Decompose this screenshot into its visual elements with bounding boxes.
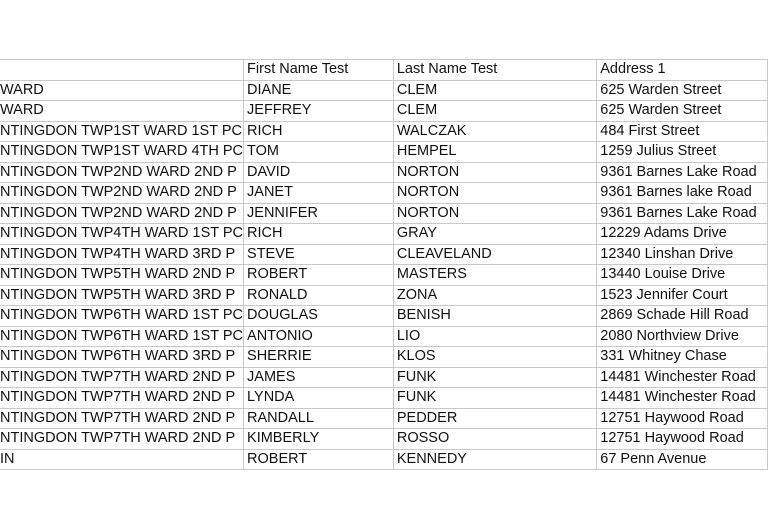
table-row (0, 285, 768, 306)
table-row (0, 244, 768, 265)
last-name-cell[interactable]: KLOS (393, 347, 596, 368)
address-cell[interactable]: 14481 Winchester Road (597, 388, 768, 409)
precinct-cell[interactable]: NTINGDON TWP2ND WARD 2ND P (0, 203, 244, 224)
header-row (0, 60, 768, 81)
address-cell[interactable]: 331 Whitney Chase (597, 347, 768, 368)
first-name-cell[interactable]: TOM (244, 142, 394, 163)
table-row (0, 388, 768, 409)
address-cell[interactable]: 1259 Julius Street (597, 142, 768, 163)
table-row (0, 408, 768, 429)
table-row (0, 183, 768, 204)
first-name-cell[interactable]: JEFFREY (244, 101, 394, 122)
precinct-cell[interactable]: NTINGDON TWP7TH WARD 2ND P (0, 367, 244, 388)
table-row (0, 203, 768, 224)
table-row (0, 326, 768, 347)
first-name-cell[interactable]: DOUGLAS (244, 306, 394, 327)
address-cell[interactable]: 625 Warden Street (597, 101, 768, 122)
precinct-cell[interactable]: NTINGDON TWP4TH WARD 3RD P (0, 244, 244, 265)
header-cell-address[interactable]: Address 1 (597, 60, 768, 81)
last-name-cell[interactable]: KENNEDY (393, 449, 596, 470)
address-cell[interactable]: 67 Penn Avenue (597, 449, 768, 470)
last-name-cell[interactable]: CLEAVELAND (393, 244, 596, 265)
address-cell[interactable]: 9361 Barnes lake Road (597, 183, 768, 204)
first-name-cell[interactable]: RONALD (244, 285, 394, 306)
table-row (0, 265, 768, 286)
first-name-cell[interactable]: RICH (244, 224, 394, 245)
address-cell[interactable]: 12229 Adams Drive (597, 224, 768, 245)
table-row (0, 121, 768, 142)
precinct-cell[interactable]: NTINGDON TWP1ST WARD 4TH PC (0, 142, 244, 163)
precinct-cell[interactable]: NTINGDON TWP6TH WARD 3RD P (0, 347, 244, 368)
precinct-cell[interactable]: NTINGDON TWP7TH WARD 2ND P (0, 408, 244, 429)
table-row (0, 367, 768, 388)
first-name-cell[interactable]: KIMBERLY (244, 429, 394, 450)
precinct-cell[interactable]: WARD (0, 101, 244, 122)
header-cell-last-name[interactable]: Last Name Test (393, 60, 596, 81)
precinct-cell[interactable]: NTINGDON TWP7TH WARD 2ND P (0, 388, 244, 409)
address-cell[interactable]: 13440 Louise Drive (597, 265, 768, 286)
table-row (0, 142, 768, 163)
precinct-cell[interactable]: NTINGDON TWP5TH WARD 2ND P (0, 265, 244, 286)
first-name-cell[interactable]: RANDALL (244, 408, 394, 429)
last-name-cell[interactable]: HEMPEL (393, 142, 596, 163)
first-name-cell[interactable]: ANTONIO (244, 326, 394, 347)
precinct-cell[interactable]: NTINGDON TWP4TH WARD 1ST PC (0, 224, 244, 245)
precinct-cell[interactable]: NTINGDON TWP5TH WARD 3RD P (0, 285, 244, 306)
first-name-cell[interactable]: SHERRIE (244, 347, 394, 368)
first-name-cell[interactable]: LYNDA (244, 388, 394, 409)
table-row (0, 80, 768, 101)
table-row (0, 162, 768, 183)
last-name-cell[interactable]: NORTON (393, 203, 596, 224)
first-name-cell[interactable]: DAVID (244, 162, 394, 183)
table-row (0, 224, 768, 245)
address-cell[interactable]: 12751 Haywood Road (597, 429, 768, 450)
last-name-cell[interactable]: FUNK (393, 388, 596, 409)
first-name-cell[interactable]: JAMES (244, 367, 394, 388)
table-row (0, 449, 768, 470)
last-name-cell[interactable]: ZONA (393, 285, 596, 306)
address-cell[interactable]: 2869 Schade Hill Road (597, 306, 768, 327)
precinct-cell[interactable]: IN (0, 449, 244, 470)
table-row (0, 306, 768, 327)
last-name-cell[interactable]: ROSSO (393, 429, 596, 450)
spreadsheet-table (0, 59, 768, 470)
table-row (0, 101, 768, 122)
table-row (0, 347, 768, 368)
address-cell[interactable]: 12751 Haywood Road (597, 408, 768, 429)
first-name-cell[interactable]: JENNIFER (244, 203, 394, 224)
precinct-cell[interactable]: NTINGDON TWP7TH WARD 2ND P (0, 429, 244, 450)
last-name-cell[interactable]: CLEM (393, 80, 596, 101)
last-name-cell[interactable]: MASTERS (393, 265, 596, 286)
precinct-cell[interactable]: NTINGDON TWP6TH WARD 1ST PC (0, 326, 244, 347)
table-row (0, 429, 768, 450)
first-name-cell[interactable]: DIANE (244, 80, 394, 101)
last-name-cell[interactable]: NORTON (393, 162, 596, 183)
address-cell[interactable]: 2080 Northview Drive (597, 326, 768, 347)
address-cell[interactable]: 484 First Street (597, 121, 768, 142)
last-name-cell[interactable]: FUNK (393, 367, 596, 388)
header-cell-precinct[interactable] (0, 60, 244, 81)
first-name-cell[interactable]: RICH (244, 121, 394, 142)
last-name-cell[interactable]: PEDDER (393, 408, 596, 429)
precinct-cell[interactable]: NTINGDON TWP2ND WARD 2ND P (0, 183, 244, 204)
header-cell-first-name[interactable]: First Name Test (244, 60, 394, 81)
address-cell[interactable]: 1523 Jennifer Court (597, 285, 768, 306)
last-name-cell[interactable]: WALCZAK (393, 121, 596, 142)
precinct-cell[interactable]: WARD (0, 80, 244, 101)
precinct-cell[interactable]: NTINGDON TWP2ND WARD 2ND P (0, 162, 244, 183)
address-cell[interactable]: 9361 Barnes Lake Road (597, 162, 768, 183)
last-name-cell[interactable]: BENISH (393, 306, 596, 327)
precinct-cell[interactable]: NTINGDON TWP6TH WARD 1ST PC (0, 306, 244, 327)
precinct-cell[interactable]: NTINGDON TWP1ST WARD 1ST PC (0, 121, 244, 142)
address-cell[interactable]: 12340 Linshan Drive (597, 244, 768, 265)
first-name-cell[interactable]: STEVE (244, 244, 394, 265)
first-name-cell[interactable]: ROBERT (244, 449, 394, 470)
address-cell[interactable]: 14481 Winchester Road (597, 367, 768, 388)
last-name-cell[interactable]: CLEM (393, 101, 596, 122)
address-cell[interactable]: 625 Warden Street (597, 80, 768, 101)
last-name-cell[interactable]: LIO (393, 326, 596, 347)
address-cell[interactable]: 9361 Barnes Lake Road (597, 203, 768, 224)
last-name-cell[interactable]: NORTON (393, 183, 596, 204)
first-name-cell[interactable]: ROBERT (244, 265, 394, 286)
last-name-cell[interactable]: GRAY (393, 224, 596, 245)
first-name-cell[interactable]: JANET (244, 183, 394, 204)
